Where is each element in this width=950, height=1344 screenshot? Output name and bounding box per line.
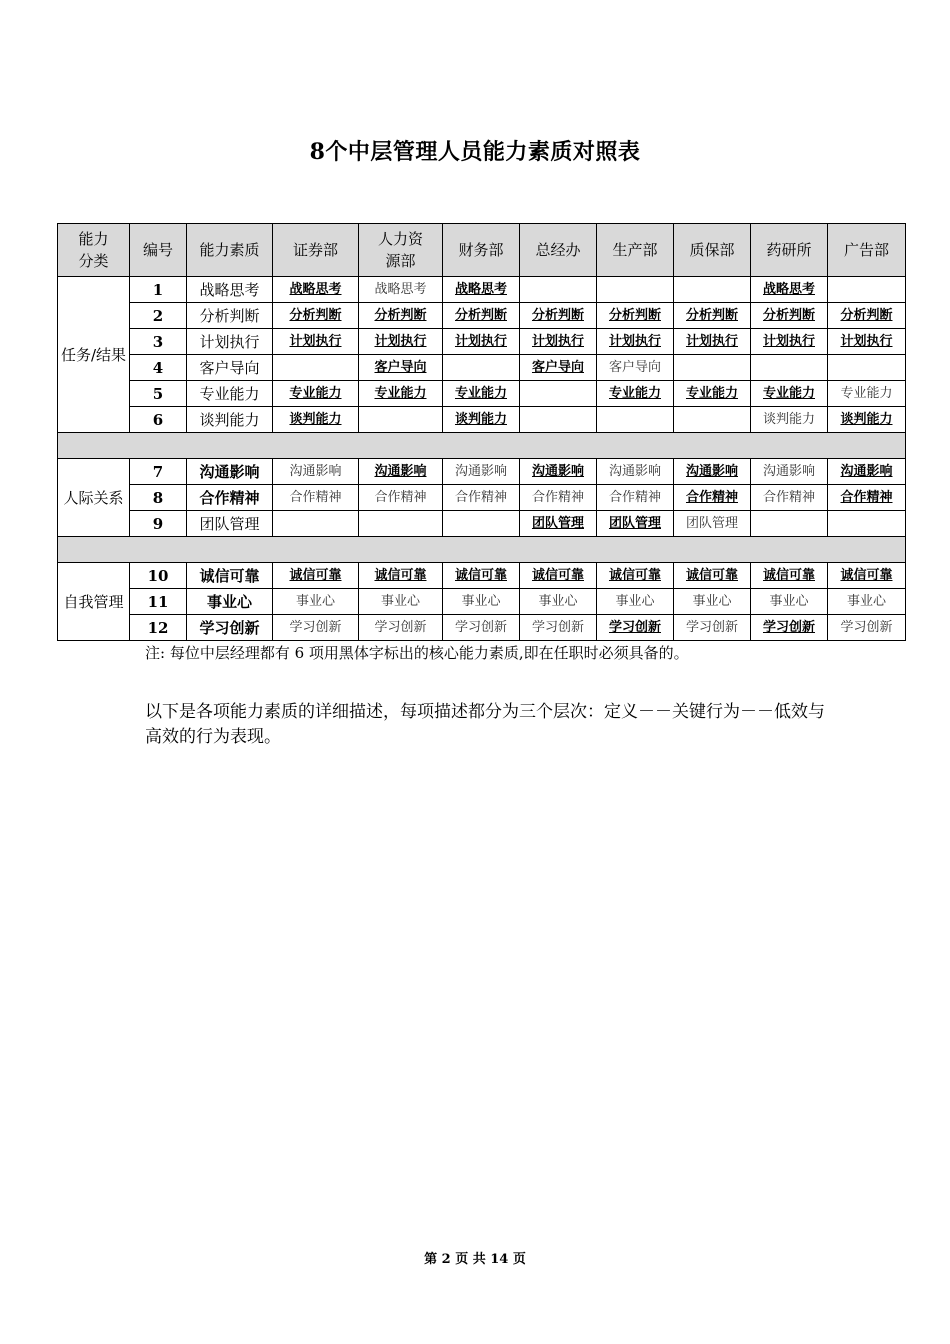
department-cell — [674, 381, 751, 407]
department-cell — [751, 485, 828, 511]
competency-name-cell: 合作精神 — [187, 485, 273, 511]
core-competency-text: 谈判能力 — [454, 411, 507, 427]
department-cell — [674, 407, 751, 433]
department-cell — [273, 589, 359, 615]
core-competency-text: 合作精神 — [685, 489, 738, 505]
number-cell: 10 — [130, 563, 187, 589]
department-cell — [674, 277, 751, 303]
core-competency-text: 诚信可靠 — [289, 567, 342, 583]
core-competency-text: 合作精神 — [840, 489, 893, 505]
department-cell — [520, 303, 597, 329]
competency-name-cell: 团队管理 — [187, 511, 273, 537]
table-row — [58, 329, 906, 355]
department-cell — [273, 355, 359, 381]
core-competency-text: 团队管理 — [608, 515, 661, 531]
department-cell — [828, 277, 906, 303]
department-cell — [751, 303, 828, 329]
competency-name-cell: 事业心 — [187, 589, 273, 615]
department-cell — [443, 589, 520, 615]
department-cell — [674, 303, 751, 329]
core-competency-text: 专业能力 — [608, 385, 661, 401]
number-cell: 9 — [130, 511, 187, 537]
department-cell — [443, 615, 520, 641]
table-header-row — [58, 224, 906, 277]
number-cell: 1 — [130, 277, 187, 303]
core-competency-text: 战略思考 — [762, 281, 815, 297]
header-cell: 证券部 — [273, 224, 359, 277]
core-competency-text: 计划执行 — [374, 333, 427, 349]
competency-text: 事业心 — [538, 593, 578, 609]
header-cell: 药研所 — [751, 224, 828, 277]
department-cell — [443, 381, 520, 407]
department-cell — [828, 381, 906, 407]
core-competency-text: 分析判断 — [685, 307, 738, 323]
department-cell — [597, 381, 674, 407]
competency-name-cell: 沟通影响 — [187, 459, 273, 485]
core-competency-text: 团队管理 — [531, 515, 584, 531]
core-competency-text: 分析判断 — [289, 307, 342, 323]
department-cell — [828, 563, 906, 589]
core-competency-text: 专业能力 — [762, 385, 815, 401]
department-cell — [597, 355, 674, 381]
department-cell — [828, 485, 906, 511]
competency-text: 沟通影响 — [608, 463, 661, 479]
table-row — [58, 615, 906, 641]
competency-text: 合作精神 — [762, 489, 815, 505]
department-cell — [359, 303, 443, 329]
department-cell — [674, 511, 751, 537]
department-cell — [359, 563, 443, 589]
department-cell — [597, 485, 674, 511]
department-cell — [828, 355, 906, 381]
core-competency-text: 分析判断 — [531, 307, 584, 323]
department-cell — [273, 511, 359, 537]
core-competency-text: 计划执行 — [289, 333, 342, 349]
department-cell — [597, 303, 674, 329]
department-cell — [443, 277, 520, 303]
department-cell — [520, 615, 597, 641]
separator-cell — [58, 537, 906, 563]
department-cell — [273, 277, 359, 303]
department-cell — [359, 277, 443, 303]
number-cell: 2 — [130, 303, 187, 329]
header-cell: 人力资源部 — [359, 224, 443, 277]
core-competency-text: 专业能力 — [454, 385, 507, 401]
department-cell — [273, 485, 359, 511]
number-cell: 4 — [130, 355, 187, 381]
department-cell — [443, 459, 520, 485]
core-competency-text: 诚信可靠 — [374, 567, 427, 583]
department-cell — [828, 407, 906, 433]
department-cell — [597, 407, 674, 433]
core-competency-text: 沟通影响 — [840, 463, 893, 479]
competency-text: 合作精神 — [454, 489, 507, 505]
department-cell — [520, 355, 597, 381]
department-cell — [751, 589, 828, 615]
department-cell — [359, 355, 443, 381]
number-cell: 11 — [130, 589, 187, 615]
number-cell: 6 — [130, 407, 187, 433]
core-competency-text: 战略思考 — [289, 281, 342, 297]
separator-row — [58, 537, 906, 563]
department-cell — [443, 563, 520, 589]
header-cell: 编号 — [130, 224, 187, 277]
department-cell — [751, 355, 828, 381]
department-cell — [597, 329, 674, 355]
category-cell: 自我管理 — [58, 563, 130, 641]
department-cell — [443, 511, 520, 537]
department-cell — [520, 511, 597, 537]
department-cell — [359, 485, 443, 511]
page-footer: 第 2 页 共 14 页 — [424, 1252, 526, 1267]
table-note: 注: 每位中层经理都有 6 项用黑体字标出的核心能力素质,即在任职时必须具备的。 — [145, 644, 689, 662]
header-cell: 总经办 — [520, 224, 597, 277]
core-competency-text: 战略思考 — [454, 281, 507, 297]
competency-text: 事业心 — [769, 593, 809, 609]
department-cell — [359, 381, 443, 407]
competency-text: 专业能力 — [840, 385, 893, 401]
table-row — [58, 459, 906, 485]
competency-text: 谈判能力 — [762, 411, 815, 427]
competency-text: 学习创新 — [289, 619, 342, 635]
core-competency-text: 计划执行 — [454, 333, 507, 349]
department-cell — [674, 563, 751, 589]
core-competency-text: 沟通影响 — [685, 463, 738, 479]
number-cell: 12 — [130, 615, 187, 641]
department-cell — [828, 511, 906, 537]
header-cell: 能力素质 — [187, 224, 273, 277]
core-competency-text: 诚信可靠 — [608, 567, 661, 583]
competency-text: 事业心 — [615, 593, 655, 609]
department-cell — [520, 459, 597, 485]
department-cell — [520, 277, 597, 303]
header-cell: 生产部 — [597, 224, 674, 277]
core-competency-text: 分析判断 — [840, 307, 893, 323]
competency-text: 事业心 — [380, 593, 420, 609]
department-cell — [597, 277, 674, 303]
category-cell: 任务/结果 — [58, 277, 130, 433]
description-paragraph: 以下是各项能力素质的详细描述，每项描述都分为三个层次：定义－－关键行为－－低效与高效的行为表现。 — [145, 702, 825, 747]
separator-row — [58, 433, 906, 459]
competency-text: 学习创新 — [454, 619, 507, 635]
department-cell — [359, 329, 443, 355]
department-cell — [674, 615, 751, 641]
department-cell — [751, 459, 828, 485]
department-cell — [520, 563, 597, 589]
department-cell — [443, 407, 520, 433]
core-competency-text: 计划执行 — [762, 333, 815, 349]
table-row — [58, 589, 906, 615]
core-competency-text: 学习创新 — [608, 619, 661, 635]
core-competency-text: 分析判断 — [374, 307, 427, 323]
table-row — [58, 303, 906, 329]
competency-text: 事业心 — [846, 593, 886, 609]
core-competency-text: 计划执行 — [531, 333, 584, 349]
competency-name-cell: 谈判能力 — [187, 407, 273, 433]
competency-name-cell: 分析判断 — [187, 303, 273, 329]
department-cell — [597, 459, 674, 485]
competency-text: 事业心 — [692, 593, 732, 609]
competency-text: 事业心 — [461, 593, 501, 609]
number-cell: 5 — [130, 381, 187, 407]
competency-text: 学习创新 — [840, 619, 893, 635]
core-competency-text: 沟通影响 — [374, 463, 427, 479]
page-title: 8个中层管理人员能力素质对照表 — [309, 139, 641, 165]
department-cell — [443, 485, 520, 511]
department-cell — [520, 407, 597, 433]
department-cell — [597, 615, 674, 641]
department-cell — [273, 563, 359, 589]
core-competency-text: 谈判能力 — [289, 411, 342, 427]
department-cell — [751, 407, 828, 433]
department-cell — [443, 355, 520, 381]
core-competency-text: 诚信可靠 — [840, 567, 893, 583]
competency-name-cell: 学习创新 — [187, 615, 273, 641]
department-cell — [751, 615, 828, 641]
department-cell — [359, 459, 443, 485]
department-cell — [674, 485, 751, 511]
department-cell — [520, 485, 597, 511]
department-cell — [674, 355, 751, 381]
table-row — [58, 381, 906, 407]
competency-name-cell: 诚信可靠 — [187, 563, 273, 589]
competency-text: 学习创新 — [685, 619, 738, 635]
department-cell — [751, 329, 828, 355]
department-cell — [828, 615, 906, 641]
table-row — [58, 563, 906, 589]
department-cell — [273, 615, 359, 641]
competency-text: 合作精神 — [374, 489, 427, 505]
department-cell — [674, 329, 751, 355]
department-cell — [597, 511, 674, 537]
competency-text: 事业心 — [295, 593, 335, 609]
number-cell: 7 — [130, 459, 187, 485]
department-cell — [828, 303, 906, 329]
competency-text: 团队管理 — [685, 515, 738, 531]
header-cell: 财务部 — [443, 224, 520, 277]
department-cell — [273, 329, 359, 355]
competency-text: 沟通影响 — [762, 463, 815, 479]
number-cell: 8 — [130, 485, 187, 511]
department-cell — [520, 589, 597, 615]
department-cell — [674, 589, 751, 615]
core-competency-text: 计划执行 — [685, 333, 738, 349]
core-competency-text: 诚信可靠 — [454, 567, 507, 583]
core-competency-text: 分析判断 — [762, 307, 815, 323]
department-cell — [359, 615, 443, 641]
core-competency-text: 诚信可靠 — [762, 567, 815, 583]
competency-text: 客户导向 — [608, 359, 661, 375]
department-cell — [359, 511, 443, 537]
department-cell — [751, 381, 828, 407]
competency-table — [57, 223, 906, 641]
core-competency-text: 沟通影响 — [531, 463, 584, 479]
department-cell — [359, 407, 443, 433]
competency-text: 沟通影响 — [289, 463, 342, 479]
core-competency-text: 诚信可靠 — [685, 567, 738, 583]
department-cell — [751, 563, 828, 589]
separator-cell — [58, 433, 906, 459]
competency-name-cell: 战略思考 — [187, 277, 273, 303]
competency-text: 学习创新 — [374, 619, 427, 635]
competency-text: 战略思考 — [374, 281, 427, 297]
department-cell — [359, 589, 443, 615]
table-row — [58, 511, 906, 537]
table-row — [58, 355, 906, 381]
core-competency-text: 客户导向 — [374, 359, 427, 375]
department-cell — [443, 303, 520, 329]
department-cell — [597, 589, 674, 615]
department-cell — [520, 381, 597, 407]
core-competency-text: 专业能力 — [289, 385, 342, 401]
category-cell: 人际关系 — [58, 459, 130, 537]
core-competency-text: 分析判断 — [608, 307, 661, 323]
competency-text: 合作精神 — [289, 489, 342, 505]
department-cell — [443, 329, 520, 355]
department-cell — [520, 329, 597, 355]
department-cell — [828, 329, 906, 355]
department-cell — [828, 589, 906, 615]
competency-text: 沟通影响 — [454, 463, 507, 479]
header-cell: 广告部 — [828, 224, 906, 277]
competency-name-cell: 计划执行 — [187, 329, 273, 355]
department-cell — [273, 459, 359, 485]
table-row — [58, 485, 906, 511]
department-cell — [273, 303, 359, 329]
table-row — [58, 407, 906, 433]
competency-text: 学习创新 — [531, 619, 584, 635]
competency-name-cell: 客户导向 — [187, 355, 273, 381]
header-cell: 质保部 — [674, 224, 751, 277]
core-competency-text: 专业能力 — [685, 385, 738, 401]
department-cell — [273, 407, 359, 433]
department-cell — [751, 277, 828, 303]
core-competency-text: 计划执行 — [840, 333, 893, 349]
core-competency-text: 诚信可靠 — [531, 567, 584, 583]
header-cell: 能力分类 — [58, 224, 130, 277]
competency-text: 合作精神 — [531, 489, 584, 505]
department-cell — [751, 511, 828, 537]
competency-name-cell: 专业能力 — [187, 381, 273, 407]
core-competency-text: 学习创新 — [762, 619, 815, 635]
core-competency-text: 客户导向 — [531, 359, 584, 375]
table-row — [58, 277, 906, 303]
core-competency-text: 专业能力 — [374, 385, 427, 401]
competency-text: 合作精神 — [608, 489, 661, 505]
department-cell — [273, 381, 359, 407]
department-cell — [597, 563, 674, 589]
department-cell — [828, 459, 906, 485]
number-cell: 3 — [130, 329, 187, 355]
department-cell — [674, 459, 751, 485]
core-competency-text: 分析判断 — [454, 307, 507, 323]
core-competency-text: 计划执行 — [608, 333, 661, 349]
core-competency-text: 谈判能力 — [840, 411, 893, 427]
